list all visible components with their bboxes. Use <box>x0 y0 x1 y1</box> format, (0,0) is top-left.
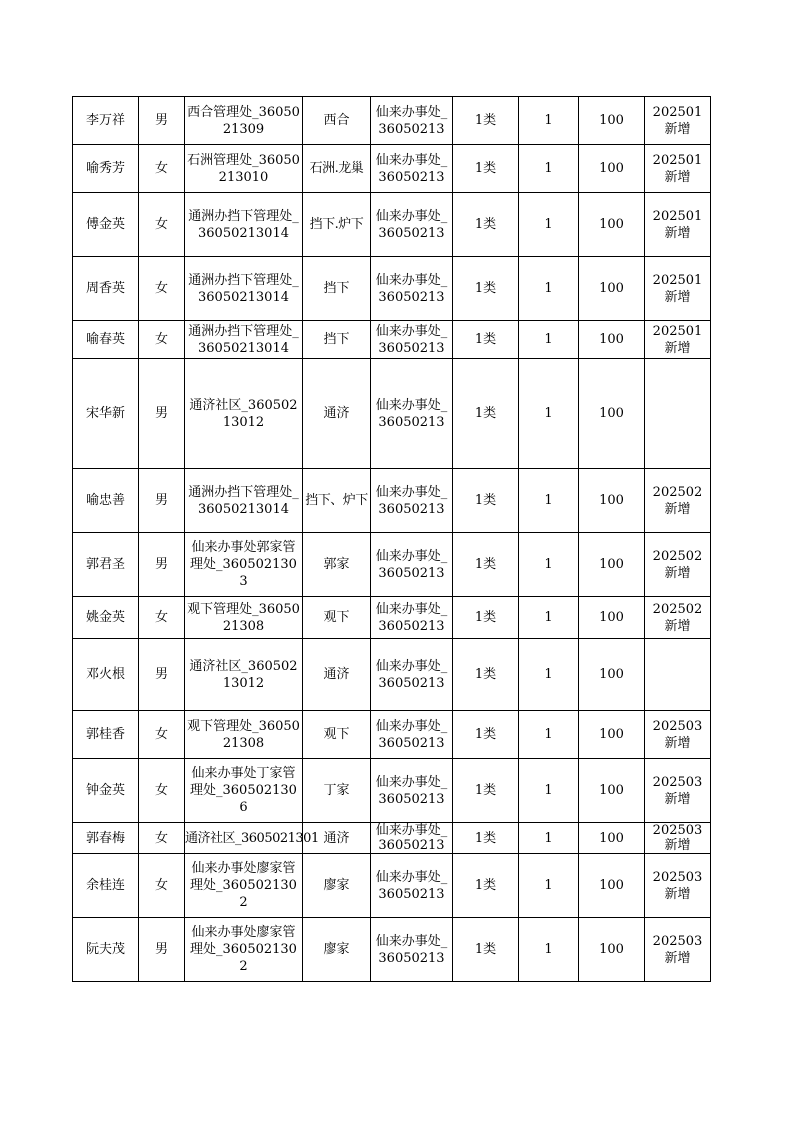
gender-cell: 女 <box>139 193 185 257</box>
village-cell: 廖家 <box>303 918 371 982</box>
category-cell: 1类 <box>453 759 519 823</box>
category-cell: 1类 <box>453 918 519 982</box>
gender-cell: 女 <box>139 145 185 193</box>
office-cell: 仙来办事处_36050213 <box>371 257 453 321</box>
count-cell: 1 <box>519 759 579 823</box>
name-cell: 傅金英 <box>73 193 139 257</box>
village-cell: 通济 <box>303 823 371 854</box>
unit-cell: 通洲办挡下管理处_36050213014 <box>185 193 303 257</box>
unit-cell: 通洲办挡下管理处_36050213014 <box>185 469 303 533</box>
office-cell: 仙来办事处_36050213 <box>371 145 453 193</box>
category-cell: 1类 <box>453 257 519 321</box>
count-cell: 1 <box>519 145 579 193</box>
amount-cell: 100 <box>579 321 645 359</box>
amount-cell: 100 <box>579 533 645 597</box>
village-cell: 通济 <box>303 639 371 711</box>
table-row <box>73 359 711 469</box>
count-cell: 1 <box>519 359 579 469</box>
amount-cell: 100 <box>579 193 645 257</box>
count-cell: 1 <box>519 711 579 759</box>
unit-cell: 仙来办事处郭家管理处_3605021303 <box>185 533 303 597</box>
category-cell: 1类 <box>453 639 519 711</box>
count-cell: 1 <box>519 193 579 257</box>
office-cell: 仙来办事处_36050213 <box>371 759 453 823</box>
table-row <box>73 193 711 257</box>
amount-cell: 100 <box>579 469 645 533</box>
office-cell: 仙来办事处_36050213 <box>371 639 453 711</box>
table-row <box>73 823 711 854</box>
note-cell: 202502新增 <box>645 533 711 597</box>
count-cell: 1 <box>519 854 579 918</box>
gender-cell: 女 <box>139 854 185 918</box>
note-cell <box>645 639 711 711</box>
table-row <box>73 145 711 193</box>
office-cell: 仙来办事处_36050213 <box>371 597 453 639</box>
note-cell <box>645 359 711 469</box>
unit-cell: 观下管理处_3605021308 <box>185 597 303 639</box>
village-cell: 观下 <box>303 711 371 759</box>
gender-cell: 男 <box>139 469 185 533</box>
name-cell: 喻秀芳 <box>73 145 139 193</box>
name-cell: 宋华新 <box>73 359 139 469</box>
amount-cell: 100 <box>579 759 645 823</box>
note-cell: 202503新增 <box>645 854 711 918</box>
beneficiary-table <box>72 96 711 982</box>
category-cell: 1类 <box>453 359 519 469</box>
village-cell: 挡下 <box>303 321 371 359</box>
note-cell: 202503新增 <box>645 823 711 854</box>
office-cell: 仙来办事处_36050213 <box>371 533 453 597</box>
name-cell: 郭桂香 <box>73 711 139 759</box>
name-cell: 姚金英 <box>73 597 139 639</box>
amount-cell: 100 <box>579 597 645 639</box>
name-cell: 邓火根 <box>73 639 139 711</box>
name-cell: 余桂连 <box>73 854 139 918</box>
count-cell: 1 <box>519 257 579 321</box>
table-row <box>73 97 711 145</box>
count-cell: 1 <box>519 639 579 711</box>
amount-cell: 100 <box>579 711 645 759</box>
village-cell: 丁家 <box>303 759 371 823</box>
category-cell: 1类 <box>453 193 519 257</box>
note-cell: 202501新增 <box>645 257 711 321</box>
amount-cell: 100 <box>579 639 645 711</box>
office-cell: 仙来办事处_36050213 <box>371 854 453 918</box>
gender-cell: 女 <box>139 711 185 759</box>
office-cell: 仙来办事处_36050213 <box>371 193 453 257</box>
amount-cell: 100 <box>579 918 645 982</box>
table-row <box>73 854 711 918</box>
unit-cell: 通洲办挡下管理处_36050213014 <box>185 321 303 359</box>
category-cell: 1类 <box>453 321 519 359</box>
name-cell: 李万祥 <box>73 97 139 145</box>
gender-cell: 女 <box>139 257 185 321</box>
note-cell: 202502新增 <box>645 469 711 533</box>
village-cell: 郭家 <box>303 533 371 597</box>
category-cell: 1类 <box>453 711 519 759</box>
gender-cell: 女 <box>139 759 185 823</box>
amount-cell: 100 <box>579 97 645 145</box>
village-cell: 石洲.龙巢 <box>303 145 371 193</box>
name-cell: 郭君圣 <box>73 533 139 597</box>
table-row <box>73 321 711 359</box>
amount-cell: 100 <box>579 823 645 854</box>
count-cell: 1 <box>519 918 579 982</box>
count-cell: 1 <box>519 597 579 639</box>
amount-cell: 100 <box>579 359 645 469</box>
village-cell: 通济 <box>303 359 371 469</box>
office-cell: 仙来办事处_36050213 <box>371 321 453 359</box>
gender-cell: 男 <box>139 359 185 469</box>
table-row <box>73 533 711 597</box>
count-cell: 1 <box>519 97 579 145</box>
unit-cell: 仙来办事处廖家管理处_3605021302 <box>185 918 303 982</box>
name-cell: 郭春梅 <box>73 823 139 854</box>
office-cell: 仙来办事处_36050213 <box>371 359 453 469</box>
unit-cell: 观下管理处_3605021308 <box>185 711 303 759</box>
category-cell: 1类 <box>453 823 519 854</box>
office-cell: 仙来办事处_36050213 <box>371 918 453 982</box>
office-cell: 仙来办事处_36050213 <box>371 711 453 759</box>
table-row <box>73 711 711 759</box>
amount-cell: 100 <box>579 854 645 918</box>
category-cell: 1类 <box>453 597 519 639</box>
name-cell: 阮夫茂 <box>73 918 139 982</box>
office-cell: 仙来办事处_36050213 <box>371 469 453 533</box>
note-cell: 202501新增 <box>645 97 711 145</box>
count-cell: 1 <box>519 533 579 597</box>
amount-cell: 100 <box>579 145 645 193</box>
unit-cell: 通济社区_3605021301 <box>185 823 303 854</box>
note-cell: 202503新增 <box>645 918 711 982</box>
unit-cell: 通济社区_36050213012 <box>185 639 303 711</box>
gender-cell: 男 <box>139 639 185 711</box>
gender-cell: 男 <box>139 97 185 145</box>
note-cell: 202501新增 <box>645 193 711 257</box>
name-cell: 喻春英 <box>73 321 139 359</box>
note-cell: 202503新增 <box>645 711 711 759</box>
unit-cell: 仙来办事处廖家管理处_3605021302 <box>185 854 303 918</box>
note-cell: 202501新增 <box>645 321 711 359</box>
village-cell: 挡下.炉下 <box>303 193 371 257</box>
table-row <box>73 597 711 639</box>
category-cell: 1类 <box>453 533 519 597</box>
amount-cell: 100 <box>579 257 645 321</box>
unit-cell: 通济社区_36050213012 <box>185 359 303 469</box>
table-row <box>73 639 711 711</box>
unit-cell: 仙来办事处丁家管理处_3605021306 <box>185 759 303 823</box>
gender-cell: 女 <box>139 321 185 359</box>
count-cell: 1 <box>519 469 579 533</box>
category-cell: 1类 <box>453 854 519 918</box>
category-cell: 1类 <box>453 97 519 145</box>
table-row <box>73 918 711 982</box>
unit-cell: 石洲管理处_36050213010 <box>185 145 303 193</box>
office-cell: 仙来办事处_36050213 <box>371 823 453 854</box>
category-cell: 1类 <box>453 469 519 533</box>
office-cell: 仙来办事处_36050213 <box>371 97 453 145</box>
table-row <box>73 759 711 823</box>
note-cell: 202501新增 <box>645 145 711 193</box>
note-cell: 202503新增 <box>645 759 711 823</box>
table-row <box>73 469 711 533</box>
category-cell: 1类 <box>453 145 519 193</box>
name-cell: 周香英 <box>73 257 139 321</box>
village-cell: 观下 <box>303 597 371 639</box>
name-cell: 钟金英 <box>73 759 139 823</box>
note-cell: 202502新增 <box>645 597 711 639</box>
village-cell: 挡下、炉下 <box>303 469 371 533</box>
village-cell: 西合 <box>303 97 371 145</box>
village-cell: 挡下 <box>303 257 371 321</box>
table-row <box>73 257 711 321</box>
count-cell: 1 <box>519 823 579 854</box>
village-cell: 廖家 <box>303 854 371 918</box>
gender-cell: 男 <box>139 533 185 597</box>
gender-cell: 女 <box>139 823 185 854</box>
unit-cell: 西合管理处_3605021309 <box>185 97 303 145</box>
name-cell: 喻忠善 <box>73 469 139 533</box>
gender-cell: 女 <box>139 597 185 639</box>
unit-cell: 通洲办挡下管理处_36050213014 <box>185 257 303 321</box>
gender-cell: 男 <box>139 918 185 982</box>
count-cell: 1 <box>519 321 579 359</box>
